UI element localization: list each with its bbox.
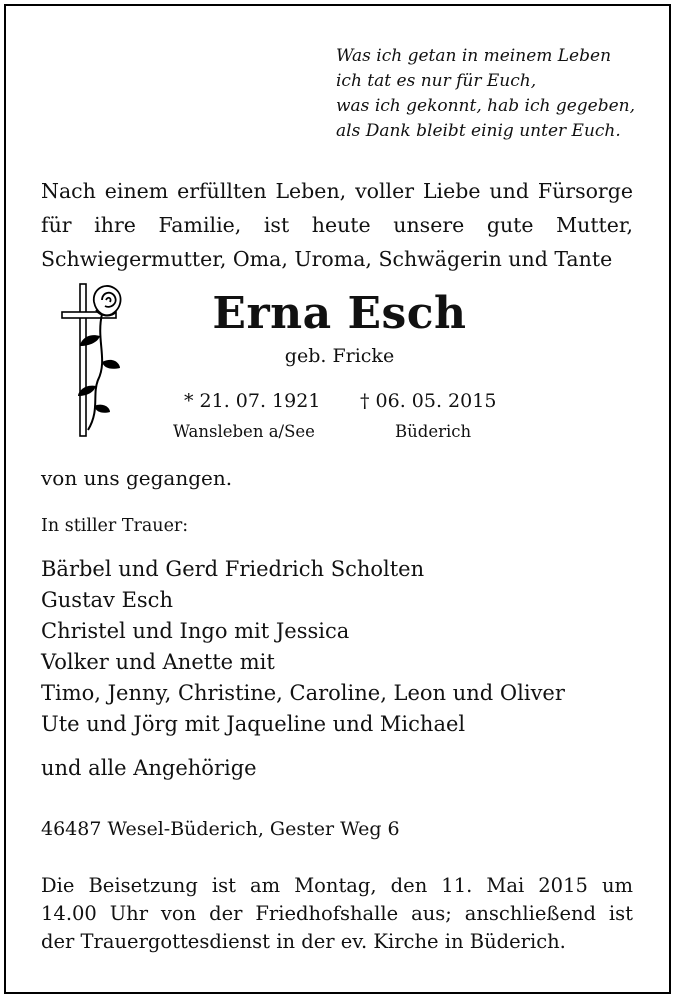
address: 46487 Wesel-Büderich, Gester Weg 6 — [41, 818, 400, 840]
intro-line: Nach einem erfüllten Leben, voller Liebe und Fürsorge — [41, 179, 633, 203]
mourning-label: In stiller Trauer: — [41, 516, 189, 536]
birth-date: * 21. 07. 1921 — [184, 390, 321, 412]
family-member: Ute und Jörg mit Jaqueline und Michael — [41, 712, 466, 736]
funeral-line: der Trauergottesdienst in der ev. Kirche in Büderich. — [41, 930, 566, 953]
deceased-name: Erna Esch — [212, 288, 467, 339]
poem — [336, 44, 635, 144]
poem-line: was ich gekonnt, hab ich gegeben, — [336, 96, 636, 116]
obituary-frame — [4, 4, 671, 994]
poem-line: Was ich getan in meinem Leben — [336, 46, 612, 66]
family-member: Volker und Anette mit — [41, 650, 275, 674]
birth-place: Wansleben a/See — [173, 422, 315, 441]
maiden-name: geb. Fricke — [284, 345, 395, 367]
death-place: Büderich — [395, 422, 472, 441]
intro-line: für ihre Familie, ist heute unsere gute Mutter, — [41, 213, 633, 237]
intro-text — [41, 174, 633, 276]
family-member: Timo, Jenny, Christine, Caroline, Leon und Oliver — [41, 681, 565, 705]
poem-line: als Dank bleibt einig unter Euch. — [336, 121, 621, 141]
relatives-text: und alle Angehörige — [41, 756, 257, 780]
family-member: Gustav Esch — [41, 588, 173, 612]
death-date: † 06. 05. 2015 — [360, 390, 497, 412]
passed-text: von uns gegangen. — [41, 466, 233, 490]
poem-line: ich tat es nur für Euch, — [336, 71, 537, 91]
family-member: Christel und Ingo mit Jessica — [41, 619, 350, 643]
funeral-line: 14.00 Uhr von der Friedhofshalle aus; anschließend ist — [41, 902, 633, 925]
family-list — [41, 554, 565, 740]
funeral-line: Die Beisetzung ist am Montag, den 11. Mai 2015 um — [41, 874, 633, 897]
intro-line: Schwiegermutter, Oma, Uroma, Schwägerin und Tante — [41, 247, 613, 271]
family-member: Bärbel und Gerd Friedrich Scholten — [41, 557, 425, 581]
funeral-notice — [41, 872, 633, 956]
